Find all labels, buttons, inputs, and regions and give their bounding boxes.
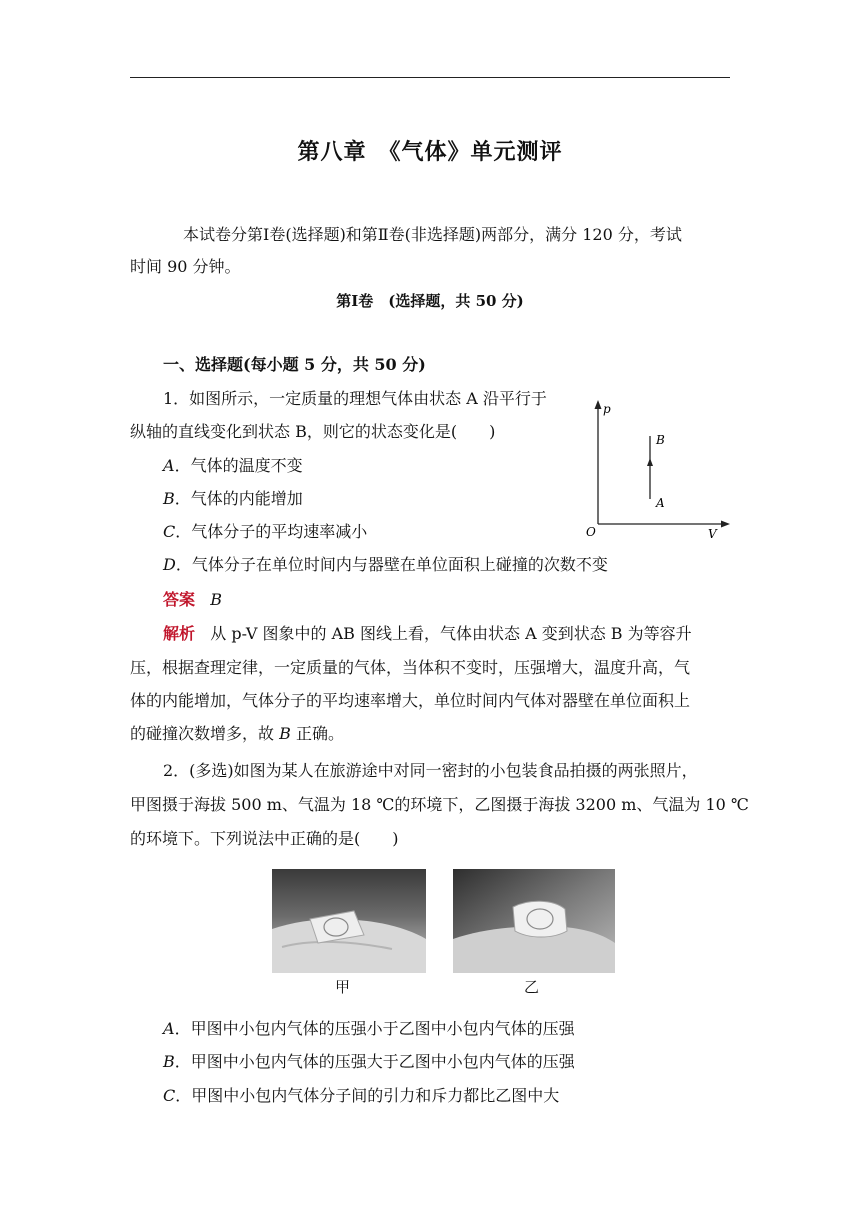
q2-stem-line-2: 甲图摄于海拔 500 m、气温为 18 ℃的环境下，乙图摄于海拔 3200 m、气温为 10 ℃: [130, 795, 749, 814]
q1-analysis-line-1: 解析 从 p-V 图象中的 AB 图线上看，气体由状态 A 变到状态 B 为等容升: [163, 624, 692, 643]
q1-option-a: A．气体的温度不变: [163, 456, 303, 475]
q1-option-b: B．气体的内能增加: [163, 489, 303, 508]
point-a-label: A: [656, 496, 665, 510]
q2-option-c: C．甲图中小包内气体分子间的引力和斥力都比乙图中大: [163, 1086, 560, 1105]
q1-option-c: C．气体分子的平均速率减小: [163, 522, 368, 541]
origin-label: O: [586, 525, 596, 539]
photo-caption-jia: 甲: [335, 978, 351, 996]
header-rule: [130, 77, 730, 78]
q1-analysis-line-4: 的碰撞次数增多，故 B 正确。: [130, 724, 344, 743]
q2-option-a: A．甲图中小包内气体的压强小于乙图中小包内气体的压强: [163, 1019, 575, 1038]
intro-line-2: 时间 90 分钟。: [130, 257, 241, 276]
q2-stem-line-3: 的环境下。下列说法中正确的是( ): [130, 829, 399, 848]
p-axis-arrow: [595, 400, 602, 409]
page-title: 第八章 《气体》单元测评: [297, 139, 563, 165]
part-heading: 第Ⅰ卷 (选择题，共 50 分): [336, 292, 524, 310]
q1-option-d: D．气体分子在单位时间内与器壁在单位面积上碰撞的次数不变: [163, 555, 608, 574]
q2-stem-line-1: 2．(多选)如图为某人在旅游途中对同一密封的小包装食品拍摄的两张照片，: [163, 761, 698, 780]
v-axis-label: V: [708, 527, 717, 541]
ab-arrow: [647, 458, 653, 466]
q2-option-b: B．甲图中小包内气体的压强大于乙图中小包内气体的压强: [163, 1052, 575, 1071]
v-axis-arrow: [721, 521, 730, 528]
q1-stem-line-1: 1．如图所示，一定质量的理想气体由状态 A 沿平行于: [163, 389, 547, 408]
point-b-label: B: [656, 433, 665, 447]
section-heading: 一、选择题(每小题 5 分，共 50 分): [163, 355, 426, 374]
q1-analysis-line-3: 体的内能增加，气体分子的平均速率增大，单位时间内气体对器壁在单位面积上: [130, 691, 691, 710]
q1-answer: 答案 B: [163, 590, 223, 609]
intro-line-1: 本试卷分第Ⅰ卷(选择题)和第Ⅱ卷(非选择题)两部分，满分 120 分，考试: [183, 225, 682, 244]
pv-graph: [580, 396, 740, 544]
photo-caption-yi: 乙: [524, 978, 540, 996]
photo-yi: [453, 869, 615, 973]
q1-stem-line-2: 纵轴的直线变化到状态 B，则它的状态变化是( ): [130, 422, 496, 441]
p-axis-label: p: [603, 402, 611, 416]
q1-analysis-line-2: 压，根据查理定律，一定质量的气体，当体积不变时，压强增大，温度升高，气: [130, 658, 691, 677]
photo-jia: [272, 869, 426, 973]
